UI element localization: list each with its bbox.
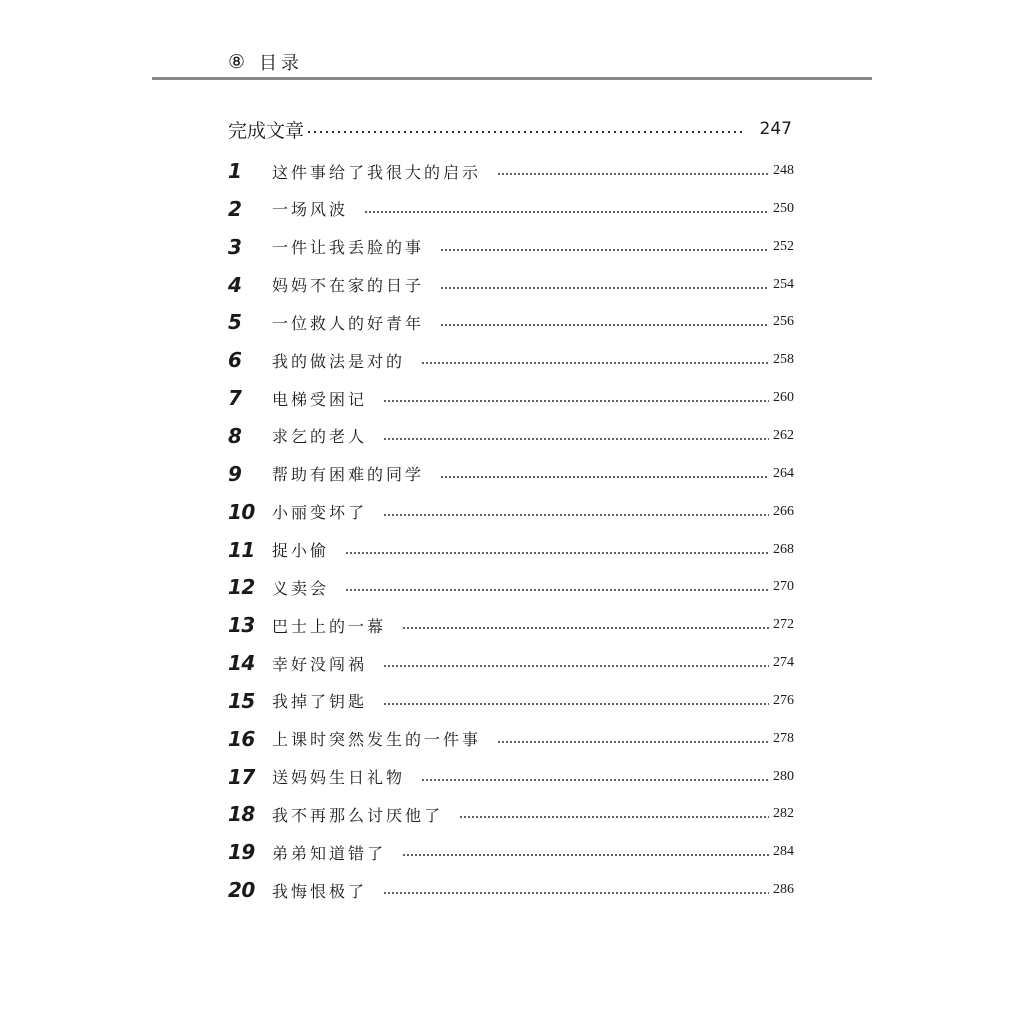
toc-item-page-number: 284 bbox=[773, 844, 794, 860]
toc-item-title: 一位救人的好青年 bbox=[272, 313, 425, 333]
toc-item-leader-dots bbox=[383, 892, 769, 894]
toc-item-number: 1 bbox=[228, 159, 242, 183]
toc-item-title: 义卖会 bbox=[272, 578, 330, 598]
toc-item[interactable] bbox=[228, 421, 794, 451]
section-page-number: 247 bbox=[759, 119, 792, 139]
toc-item-page-number: 262 bbox=[773, 427, 794, 443]
toc-item-number: 5 bbox=[228, 310, 242, 335]
toc-item-leader-dots bbox=[383, 400, 769, 402]
toc-item-title: 我悔恨极了 bbox=[272, 881, 368, 901]
toc-item-number: 18 bbox=[228, 802, 255, 827]
toc-item-title: 求乞的老人 bbox=[272, 427, 368, 447]
toc-item[interactable] bbox=[228, 270, 794, 300]
toc-item-title: 我的做法是对的 bbox=[272, 351, 406, 371]
toc-item[interactable] bbox=[228, 232, 794, 262]
section-leader-dots bbox=[306, 131, 742, 133]
toc-item-number: 8 bbox=[228, 423, 242, 448]
toc-section[interactable] bbox=[228, 113, 794, 145]
toc-item-page-number: 248 bbox=[773, 163, 794, 178]
toc-item-page-number: 250 bbox=[773, 200, 794, 216]
toc-item-title: 小丽变坏了 bbox=[272, 503, 368, 523]
toc-item-page-number: 276 bbox=[773, 692, 794, 708]
toc-item-number: 12 bbox=[228, 575, 255, 600]
toc-item-number: 3 bbox=[228, 234, 242, 259]
toc-item-leader-dots bbox=[497, 173, 769, 175]
toc-item-leader-dots bbox=[421, 779, 769, 781]
toc-item-page-number: 280 bbox=[773, 768, 794, 784]
toc-item-title: 一件让我丢脸的事 bbox=[272, 238, 425, 258]
toc-item-leader-dots bbox=[402, 854, 769, 856]
toc-item-leader-dots bbox=[383, 665, 769, 667]
toc-item-page-number: 254 bbox=[773, 276, 794, 292]
toc-item[interactable] bbox=[228, 307, 794, 337]
toc-item[interactable] bbox=[228, 686, 794, 716]
toc-item-number: 20 bbox=[228, 878, 255, 903]
toc-item-number: 9 bbox=[228, 461, 242, 486]
toc-item-number: 6 bbox=[228, 348, 242, 373]
toc-item-leader-dots bbox=[497, 741, 769, 743]
toc-item-number: 15 bbox=[228, 688, 255, 713]
toc-item-number: 16 bbox=[228, 726, 255, 751]
toc-item-title: 一场风波 bbox=[272, 200, 349, 220]
toc-item-leader-dots bbox=[440, 476, 769, 478]
toc-item-title: 捉小偷 bbox=[272, 541, 330, 560]
toc-item[interactable] bbox=[228, 156, 794, 186]
page-number: ⑧ bbox=[228, 50, 246, 73]
toc-item[interactable] bbox=[228, 724, 794, 754]
toc-item-leader-dots bbox=[459, 816, 769, 818]
toc-item-leader-dots bbox=[440, 249, 769, 251]
toc-item-leader-dots bbox=[345, 589, 769, 591]
toc-item[interactable] bbox=[228, 345, 794, 375]
toc-item-page-number: 268 bbox=[773, 541, 794, 557]
section-title: 完成文章 bbox=[228, 119, 305, 142]
toc-item-title: 送妈妈生日礼物 bbox=[272, 768, 406, 788]
page-header bbox=[228, 50, 303, 74]
toc-item-title: 这件事给了我很大的启示 bbox=[272, 162, 482, 182]
toc-item-page-number: 258 bbox=[773, 352, 794, 368]
toc-item-leader-dots bbox=[440, 324, 769, 326]
toc-item-title: 电梯受困记 bbox=[272, 389, 368, 409]
toc-item-number: 13 bbox=[228, 613, 255, 638]
toc-item-page-number: 266 bbox=[773, 503, 794, 519]
toc-item-title: 上课时突然发生的一件事 bbox=[272, 730, 482, 750]
header-title: 目录 bbox=[259, 53, 304, 74]
toc-item-number: 14 bbox=[228, 651, 255, 676]
toc-item-number: 2 bbox=[228, 196, 242, 221]
toc-item-title: 幸好没闯祸 bbox=[272, 654, 368, 674]
toc-item-leader-dots bbox=[383, 438, 769, 440]
toc-item-number: 11 bbox=[228, 537, 255, 562]
toc-item-page-number: 274 bbox=[773, 655, 794, 671]
toc-item-page-number: 252 bbox=[773, 238, 794, 254]
toc-item-number: 19 bbox=[228, 840, 255, 865]
toc-item-leader-dots bbox=[440, 287, 769, 289]
toc-item-title: 弟弟知道错了 bbox=[272, 843, 387, 863]
toc-item-title: 妈妈不在家的日子 bbox=[272, 276, 425, 296]
toc-item[interactable] bbox=[228, 459, 794, 489]
toc-item[interactable] bbox=[228, 535, 794, 565]
header-rule bbox=[152, 77, 872, 80]
toc-item-page-number: 278 bbox=[773, 730, 794, 746]
toc-item[interactable] bbox=[228, 194, 794, 224]
toc-item-page-number: 256 bbox=[773, 314, 794, 330]
toc-item-title: 巴士上的一幕 bbox=[272, 616, 387, 636]
toc-item-number: 4 bbox=[228, 272, 242, 297]
toc-item-leader-dots bbox=[421, 362, 769, 364]
toc-item-number: 10 bbox=[228, 499, 255, 524]
toc-item[interactable] bbox=[228, 762, 794, 792]
toc-item[interactable] bbox=[228, 572, 794, 602]
toc-item[interactable] bbox=[228, 875, 794, 905]
toc-item-page-number: 272 bbox=[773, 617, 794, 633]
toc-item-page-number: 286 bbox=[773, 882, 794, 898]
toc-item-page-number: 260 bbox=[773, 390, 794, 406]
toc-item-number: 7 bbox=[228, 386, 242, 411]
toc-item[interactable] bbox=[228, 383, 794, 413]
toc-item-title: 我掉了钥匙 bbox=[272, 692, 368, 712]
toc-item-page-number: 282 bbox=[773, 806, 794, 822]
toc-item-leader-dots bbox=[364, 211, 769, 213]
toc-item-number: 17 bbox=[228, 764, 255, 789]
toc-item-page-number: 270 bbox=[773, 579, 794, 595]
toc-item[interactable] bbox=[228, 610, 794, 640]
toc-item-title: 帮助有困难的同学 bbox=[272, 465, 425, 485]
toc-item[interactable] bbox=[228, 837, 794, 867]
toc-item-page-number: 264 bbox=[773, 465, 794, 481]
toc-item[interactable] bbox=[228, 648, 794, 678]
toc-item-leader-dots bbox=[345, 552, 769, 554]
toc-item[interactable] bbox=[228, 497, 794, 527]
toc-item-title: 我不再那么讨厌他了 bbox=[272, 805, 444, 825]
toc-item[interactable] bbox=[228, 799, 794, 829]
toc-item-leader-dots bbox=[383, 703, 769, 705]
toc-item-leader-dots bbox=[402, 627, 769, 629]
toc-item-leader-dots bbox=[383, 514, 769, 516]
